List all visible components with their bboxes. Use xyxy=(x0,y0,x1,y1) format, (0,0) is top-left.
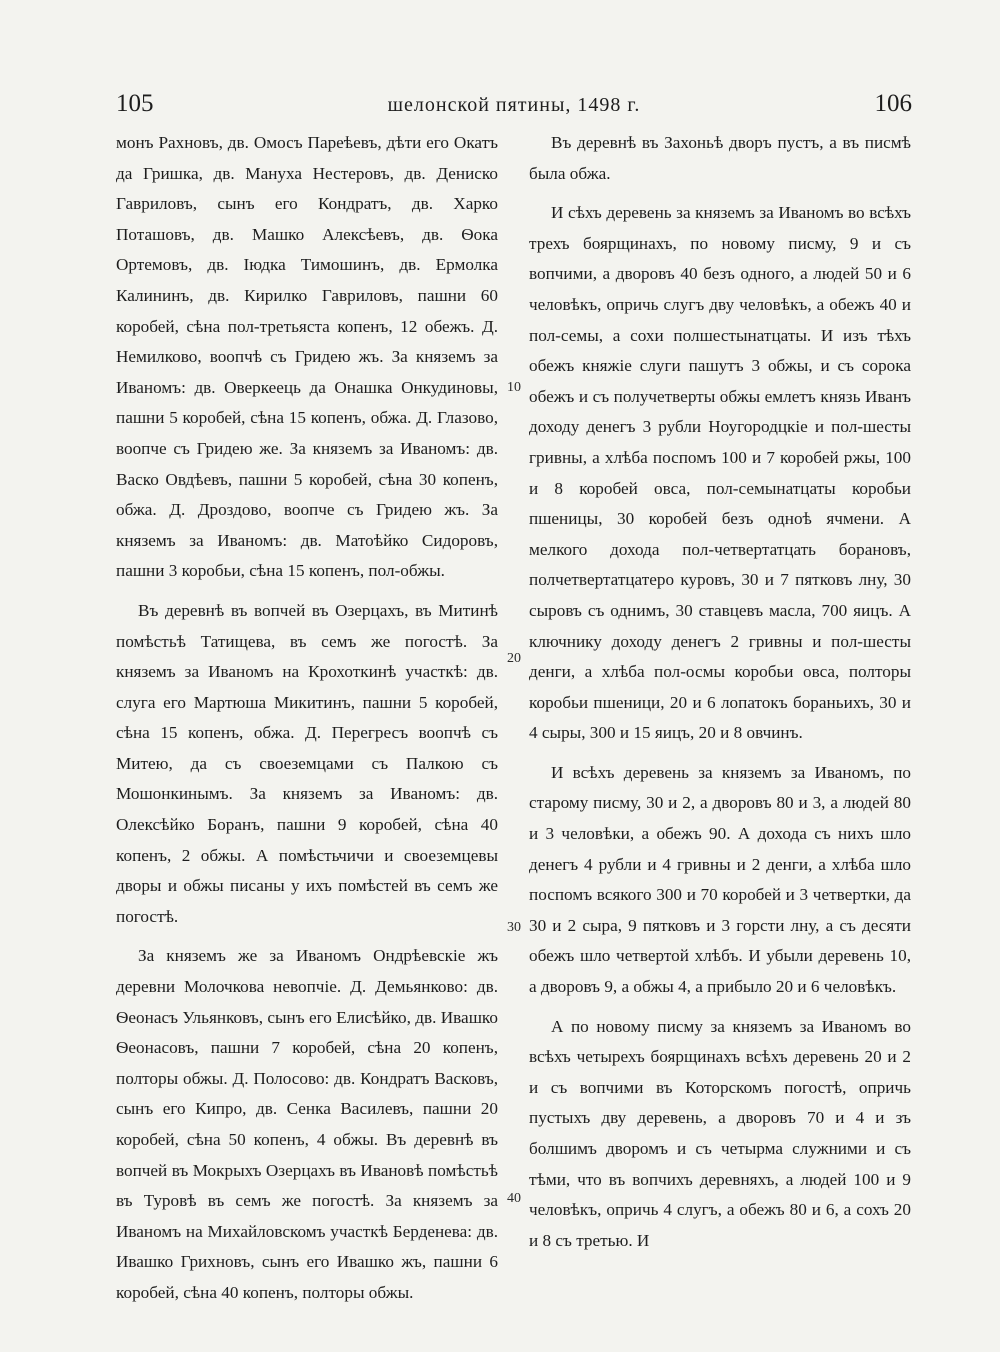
line-number-40: 40 xyxy=(507,1191,521,1206)
line-number-10: 10 xyxy=(507,380,521,395)
left-paragraph-2: Въ деревнѣ въ вопчей въ Озерцахъ, въ Митинѣ помѣстьѣ Татищева, въ семъ же погостѣ. За княземъ за Иваномъ на Крохоткинѣ участкѣ: дв. слуга его Мартюша Микитинъ, пашни 5 коробей, сѣна 15 копенъ, обжа. Д. Перегресъ воопчѣ съ Митею, да съ своеземцами съ Палкою съ Мошонкинымъ. За княземъ за Иваномъ: дв. Олексѣйко Боранъ, пашни 9 коробей, сѣна 40 копенъ, 2 обжы. А помѣстьчичи и своеземцевы дворы и обжы писаны у ихъ помѣстей въ семъ же погостѣ. xyxy=(116,600,498,926)
left-paragraph-3: За княземъ же за Иваномъ Ондрѣевскіе жъ деревни Молочкова невопчіе. Д. Демьянково: дв. Ѳеонасъ Ульянковъ, сынъ его Елисѣйко, дв. Ивашко Ѳеонасовъ, пашни 7 коробей, сѣна 20 копенъ, полторы обжы. Д. Полосово: дв. Кондратъ Васковъ, сынъ его Кипро, дв. Сенка Василевъ, пашни 20 коробей, сѣна 50 копенъ, 4 обжы. Въ деревнѣ въ вопчей въ Мокрыхъ Озерцахъ въ Ивановѣ помѣстьѣ въ Туровѣ въ семъ же погостѣ. За княземъ за Иваномъ на Михайловскомъ участкѣ Берденева: дв. Ивашко Грихновъ, сынъ его Ивашко жъ, пашни 6 коробей, сѣна 40 копенъ, полторы обжы. xyxy=(116,946,498,1302)
running-title: шелонской пятины, 1498 г. xyxy=(387,94,641,116)
right-page-number: 106 xyxy=(874,90,912,117)
line-number-30: 30 xyxy=(507,920,521,935)
left-paragraph-1: монъ Рахновъ, дв. Омосъ Пареѣевъ, дѣти его Окатъ да Гришка, дв. Мануха Нестеровъ, дв. Дениско Гавриловъ, сынъ его Кондратъ, дв. Харко Поташовъ, дв. Машко Алексѣевъ, дв. Ѳока Ортемовъ, дв. Іюдка Тимошинъ, дв. Ермолка Калининъ, дв. Кирилко Гавриловъ, пашни 60 коробей, сѣна пол-третьяста копенъ, 12 обежъ. Д. Немилково, воопчѣ съ Гридею жъ. За княземъ за Иваномъ: дв. Оверкеець да Онашка Онкудиновы, пашни 5 коробей, сѣна 15 копенъ, обжа. Д. Глазово, воопче съ Гридею же. За княземъ за Иваномъ: дв. Васко Овдѣевъ, пашни 5 коробей, сѣна 30 копенъ, обжа. Д. Дроздово, воопче съ Гридею жъ. За княземъ за Иваномъ: дв. Матоѣйко Сидоровъ, пашни 3 коробьи, сѣна 15 копенъ, пол-обжы. xyxy=(116,133,498,581)
right-paragraph-4: А по новому писму за княземъ за Иваномъ во всѣхъ четырехъ боярщинахъ всѣхъ деревень 20 и 2 и съ вопчими въ Которскомъ погостѣ, опричь пустыхъ дву деревень, а дворовъ 70 и 4 и зъ болшимъ дворомъ и съ четырма служними и съ тѣми, что въ вопчихъ деревняхъ, а людей 100 и 9 человѣкъ, опричь 4 слугъ, а обежъ 80 и 6, а сохъ 20 и 8 съ третью. И xyxy=(529,1016,911,1250)
right-column xyxy=(529,128,911,1265)
page-header xyxy=(116,90,912,124)
line-number-20: 20 xyxy=(507,651,521,666)
left-page-number: 105 xyxy=(116,90,154,117)
right-paragraph-2: И сѣхъ деревень за княземъ за Иваномъ во всѣхъ трехъ боярщинахъ, по новому писму, 9 и съ вопчими, а дворовъ 40 безъ одного, а людей 50 и 6 человѣкъ, опричь слугъ дву человѣкъ, а обежъ 40 и пол-семы, а сохи полшестынатцаты. И изъ тѣхъ обежъ княжіе слуги пашутъ 3 обжы, и съ сорока обежъ и съ получетверты обжы емлетъ князь Иванъ доходу денегъ 3 рубли Ноугородцкіе и пол-шесты гривны, а хлѣба поспомъ 100 и 7 коробей ржы, 100 и 8 коробей овса, пол-семынатцаты коробьи пшеницы, 30 коробей безъ одноѣ ячмени. А мелкого дохода пол-четвертатцать борановъ, полчетвертатцатеро куровъ, 30 и 7 пятковъ лну, 30 сыровъ съ однимъ, 30 ставцевъ масла, 700 яицъ. А ключнику доходу денегъ 2 гривны и пол-шесты денги, а хлѣба пол-осмы коробьи овса, полторы коробьи пшеници, 20 и 6 лопатокъ бораньихъ, 30 и 4 сыры, 300 и 15 яицъ, 20 и 8 овчинъ. xyxy=(529,203,911,743)
right-paragraph-1: Въ деревнѣ въ Захоньѣ дворъ пустъ, а въ писмѣ была обжа. xyxy=(529,133,911,183)
right-paragraph-3: И всѣхъ деревень за княземъ за Иваномъ, по старому писму, 30 и 2, а дворовъ 80 и 3, а людей 80 и 3 человѣки, а обежъ 90. А дохода съ нихъ шло денегъ 4 рубли и 4 гривны и 2 денги, а хлѣба шло поспомъ всякого 300 и 70 коробей и 3 четвертки, да 30 и 2 сыра, 9 пятковъ и 3 горсти лну, а съ десяти обежъ шло четвертой хлѣбъ. И убыли деревень 10, а дворовъ 9, а обжы 4, а прибыло 20 и 6 человѣкъ. xyxy=(529,762,911,997)
left-column xyxy=(116,128,498,1318)
